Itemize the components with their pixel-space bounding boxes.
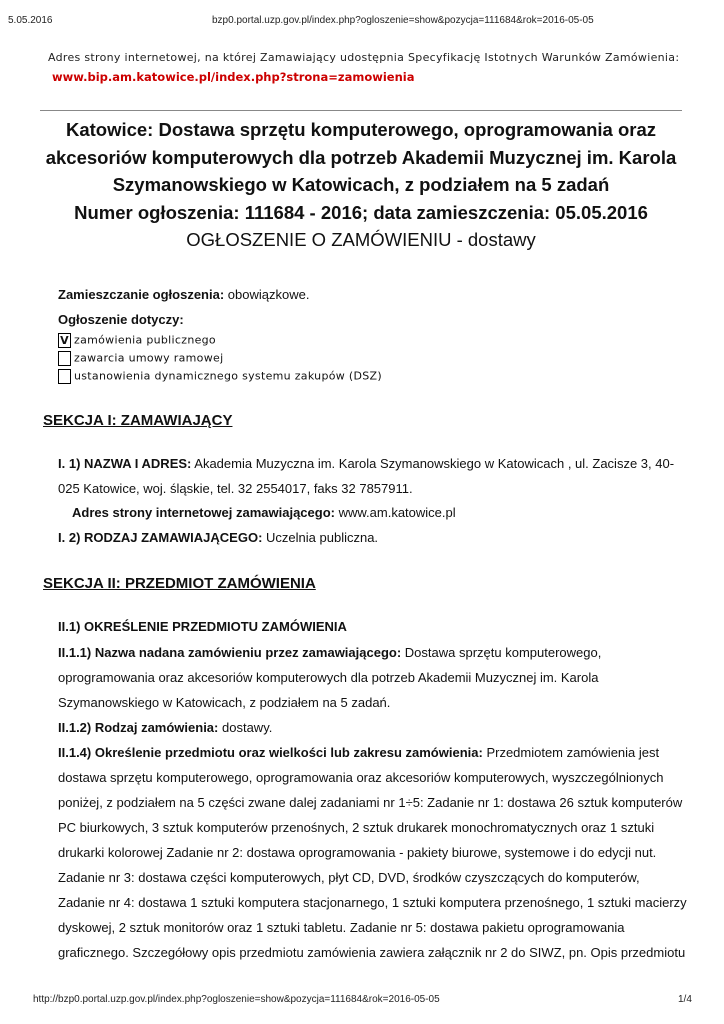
order-description <box>58 740 659 765</box>
order-name-value-1: Dostawa sprzętu komputerowego, <box>404 645 602 660</box>
checkbox[interactable] <box>58 369 71 384</box>
posting-row <box>58 282 309 307</box>
option-label: ustanowienia dynamicznego systemu zakupów (DSZ) <box>74 369 382 383</box>
print-date: 5.05.2016 <box>8 15 53 26</box>
notice-subtitle: OGŁOSZENIE O ZAMÓWIENIU - dostawy <box>186 229 536 250</box>
order-name-value-2: oprogramowania oraz akcesoriów komputerowych dla potrzeb Akademii Muzycznej im. Karola <box>58 670 599 685</box>
order-name <box>58 640 601 665</box>
concerns-options <box>58 333 382 387</box>
concerns-label: Ogłoszenie dotyczy: <box>58 312 184 327</box>
description-line: PC biurkowych, 3 sztuk komputerów przenośnych, 2 sztuk drukarek monochromatycznych oraz 1 sztuki <box>58 820 655 835</box>
description-line: Zadanie nr 4: dostawa 1 sztuki komputera stacjonarnego, 1 sztuki komputera przenośnego, 1 sztuki macierzy <box>58 895 687 910</box>
authority-website <box>72 500 456 525</box>
description-line: dyskowej, 2 sztuk monitorów oraz 1 sztuki tabletu. Zadanie nr 5: dostawa pakietu oprogramowania <box>58 920 625 935</box>
contracting-authority-address <box>58 451 674 476</box>
section-2-heading: SEKCJA II: PRZEDMIOT ZAMÓWIENIA <box>43 575 316 592</box>
print-url-bottom: http://bzp0.portal.uzp.gov.pl/index.php?ogloszenie=show&pozycja=111684&rok=2016-05-05 <box>33 994 440 1005</box>
option-label: zamówienia publicznego <box>74 333 216 347</box>
posting-value: obowiązkowe. <box>227 287 310 302</box>
siwz-link[interactable]: www.bip.am.katowice.pl/index.php?strona=zamowienia <box>52 70 415 84</box>
page-number: 1/4 <box>678 994 692 1005</box>
section-2-sub-1: II.1) OKREŚLENIE PRZEDMIOTU ZAMÓWIENIA <box>58 619 347 634</box>
website-label: Adres strony internetowej zamawiającego: <box>72 505 335 520</box>
checkbox-checked[interactable]: V <box>58 333 71 348</box>
print-url-top: bzp0.portal.uzp.gov.pl/index.php?ogloszenie=show&pozycja=111684&rok=2016-05-05 <box>212 15 594 26</box>
website-value: www.am.katowice.pl <box>338 505 456 520</box>
concerns-option <box>58 333 382 351</box>
description-line: Zadanie nr 3: dostawa części komputerowych, płyt CD, DVD, środków czyszczących do komputerów, <box>58 870 640 885</box>
option-label: zawarcia umowy ramowej <box>74 351 224 365</box>
title-line-1: Katowice: Dostawa sprzętu komputerowego, oprogramowania oraz <box>65 119 657 140</box>
order-description-text <box>58 765 687 965</box>
divider <box>40 110 682 111</box>
posting-label: Zamieszczanie ogłoszenia: <box>58 287 225 302</box>
order-name-label: II.1.1) Nazwa nadana zamówieniu przez zamawiającego: <box>58 645 402 660</box>
authority-type <box>58 525 378 550</box>
concerns-option <box>58 351 382 369</box>
title-line-4: Numer ogłoszenia: 111684 - 2016; data zamieszczenia: 05.05.2016 <box>74 201 648 223</box>
order-kind-label: II.1.2) Rodzaj zamówienia: <box>58 720 219 735</box>
authority-type-label: I. 2) RODZAJ ZAMAWIAJĄCEGO: <box>58 530 263 545</box>
siwz-label: Adres strony internetowej, na której Zamawiający udostępnia Specyfikację Istotnych Warunków Zamówienia: <box>48 51 680 64</box>
order-description-label: II.1.4) Określenie przedmiotu oraz wielkości lub zakresu zamówienia: <box>58 745 483 760</box>
address-value-2: 025 Katowice, woj. śląskie, tel. 32 2554017, faks 32 7857911. <box>58 481 413 496</box>
description-line: drukarki kolorowej Zadanie nr 2: dostawa oprogramowania - pakiety biurowe, systemowe i do edycji nut. <box>58 845 657 860</box>
address-label: I. 1) NAZWA I ADRES: <box>58 456 192 471</box>
authority-type-value: Uczelnia publiczna. <box>266 530 379 545</box>
notice-title <box>40 116 682 226</box>
description-line: poniżej, z podziałem na 5 części zwane dalej zadaniami nr 1÷5: Zadanie nr 1: dostawa 26 sztuk komputerów <box>58 795 683 810</box>
order-kind-value: dostawy. <box>222 720 273 735</box>
concerns-option <box>58 369 382 387</box>
title-line-3: Szymanowskiego w Katowicach, z podziałem na 5 zadań <box>112 174 610 195</box>
order-name-value-3: Szymanowskiego w Katowicach, z podziałem na 5 zadań. <box>58 695 391 710</box>
order-kind <box>58 715 272 740</box>
checkbox[interactable] <box>58 351 71 366</box>
description-line: dostawa sprzętu komputerowego, oprogramowania oraz akcesoriów komputerowych, wyszczególnionych <box>58 770 664 785</box>
description-line: graficznego. Szczegółowy opis przedmiotu zamówienia zawiera załącznik nr 2 do SIWZ, pn. Opis przedmiotu <box>58 945 686 960</box>
order-description-value-1: Przedmiotem zamówienia jest <box>486 745 660 760</box>
section-1-heading: SEKCJA I: ZAMAWIAJĄCY <box>43 412 233 429</box>
address-value-1: Akademia Muzyczna im. Karola Szymanowskiego w Katowicach , ul. Zacisze 3, 40- <box>194 456 675 471</box>
title-line-2: akcesoriów komputerowych dla potrzeb Akademii Muzycznej im. Karola <box>45 146 677 168</box>
